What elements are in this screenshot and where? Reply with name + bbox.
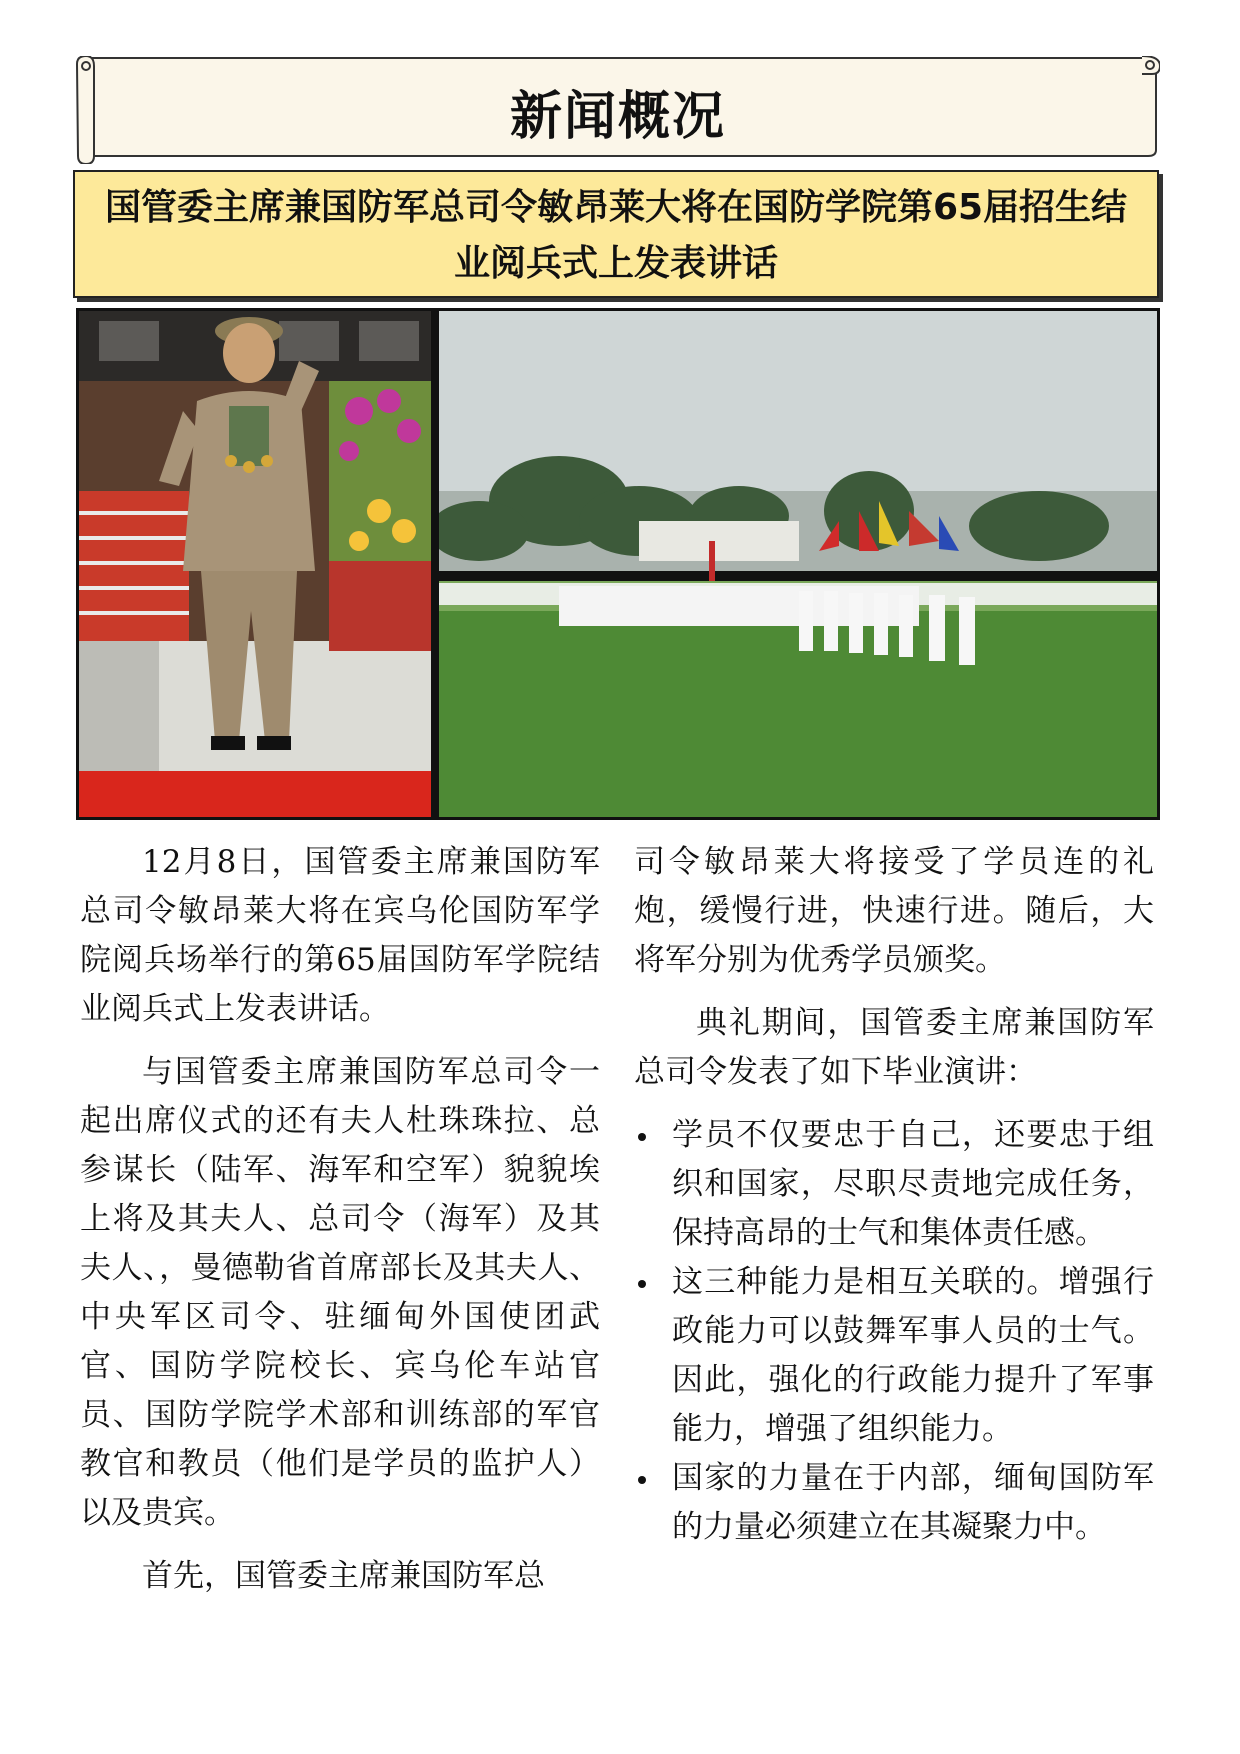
list-item-text: 这三种能力是相互关联的。增强行政能力可以鼓舞军事人员的士气。因此，强化的行政能力提升了军事能力，增强了组织能力。 <box>672 1264 1154 1447</box>
list-item-text: 学员不仅要忠于自己，还要忠于组织和国家，尽职尽责地完成任务，保持高昂的士气和集体责任感。 <box>672 1117 1154 1251</box>
photo-frame <box>76 308 1160 820</box>
list-item <box>634 1258 1154 1454</box>
parade-photo <box>439 311 1157 817</box>
paragraph: 典礼期间，国管委主席兼国防军总司令发表了如下毕业演讲： <box>634 1005 1154 1090</box>
parade-photo-icon <box>439 311 1157 817</box>
paragraph-continuation: 司令敏昂莱大将接受了学员连的礼炮，缓慢行进，快速行进。随后，大将军分别为优秀学员颁奖。 <box>634 844 1154 978</box>
paragraph: 12月8日，国管委主席兼国防军总司令敏昂莱大将在宾乌伦国防军学院阅兵场举行的第65届国防军学院结业阅兵式上发表讲话。 <box>80 844 600 1027</box>
section-banner <box>76 56 1160 164</box>
article-column-right <box>634 838 1154 1552</box>
list-item <box>634 1111 1154 1258</box>
article-column-left <box>80 838 600 1615</box>
list-item <box>634 1454 1154 1552</box>
paragraph: 与国管委主席兼国防军总司令一起出席仪式的还有夫人杜珠珠拉、总参谋长（陆军、海军和空军）貌貌埃上将及其夫人、总司令（海军）及其夫人、，曼德勒省首席部长及其夫人、中央军区司令、驻缅甸外国使团武官、国防学院校长、宾乌伦车站官员、国防学院学术部和训练部的军官教官和教员（他们是学员的监护人）以及贵宾。 <box>80 1054 600 1531</box>
salute-photo-icon <box>79 311 431 817</box>
paragraph: 首先，国管委主席兼国防军总 <box>142 1558 545 1594</box>
salute-photo <box>79 311 431 817</box>
speech-points-list <box>634 1111 1154 1552</box>
bullet-icon <box>638 1476 646 1484</box>
list-item-text: 国家的力量在于内部，缅甸国防军的力量必须建立在其凝聚力中。 <box>672 1460 1154 1545</box>
page-title: 新闻概况 <box>509 86 726 147</box>
bullet-icon <box>638 1133 646 1141</box>
article-headline: 国管委主席兼国防军总司令敏昂莱大将在国防学院第65届招生结业阅兵式上发表讲话 <box>73 170 1159 298</box>
bullet-icon <box>638 1280 646 1288</box>
